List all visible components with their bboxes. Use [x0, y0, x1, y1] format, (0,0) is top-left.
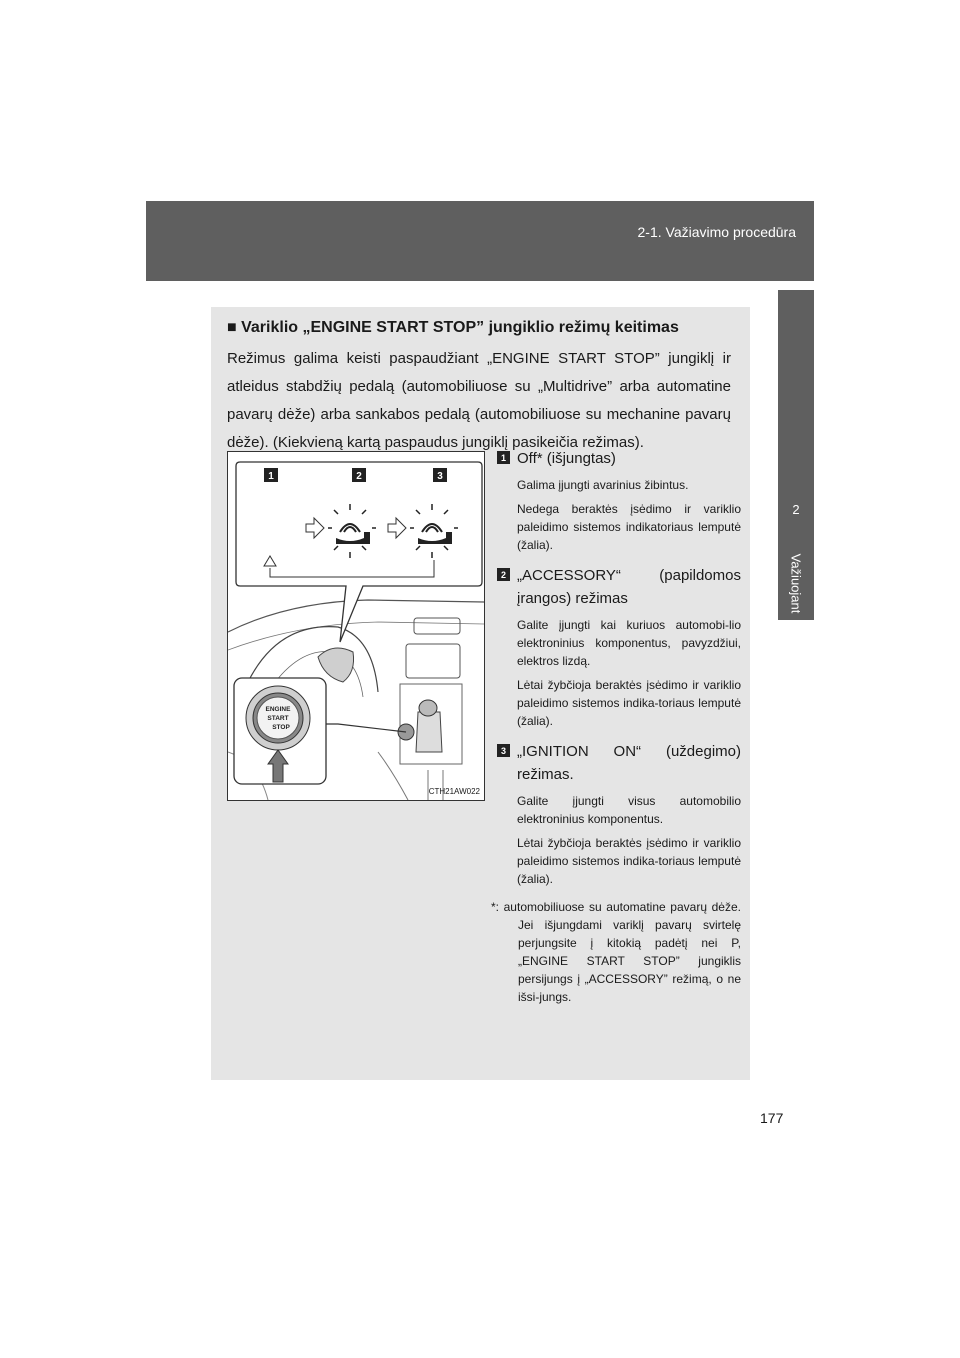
figure-code: CTH21AW022 — [428, 787, 480, 796]
footnote: *: automobiliuose su automatine pavarų dėže. Jei išjungdami variklį pavarų svirtelę perjungsite į kitokią padėtį nei P, „ENGINE START STOP” jungiklis persijungs į „ACCESSORY” režimą, o ne išsi-jungs. — [491, 900, 741, 1004]
chapter-label: Važiuojant — [788, 553, 804, 613]
mode-description: Galite įjungti visus automobilio elektroninius komponentus. — [517, 794, 741, 826]
mode-list — [491, 447, 741, 1006]
mode-title: Off* (išjungtas) — [517, 450, 616, 467]
button-text-start: START — [267, 715, 289, 722]
engine-switch-illustration — [227, 451, 485, 801]
mode-description: Nedega beraktės įsėdimo ir variklio paleidimo sistemos indikatoriaus lemputė (žalia). — [517, 502, 741, 552]
figure-label-1: 1 — [268, 471, 274, 482]
mode-item — [497, 740, 741, 888]
mode-item — [497, 564, 741, 730]
mode-number-badge: 2 — [497, 568, 510, 581]
mode-title: „IGNITION ON“ (uždegimo) režimas. — [517, 743, 741, 783]
chapter-side-tab — [778, 290, 814, 620]
mode-item — [497, 447, 741, 554]
button-text-stop: STOP — [272, 724, 290, 731]
chapter-number: 2 — [792, 502, 800, 517]
mode-number-badge: 3 — [497, 744, 510, 757]
mode-description: Galima įjungti avarinius žibintus. — [517, 478, 689, 492]
figure-label-2: 2 — [356, 471, 362, 482]
dashboard-drawing — [228, 452, 484, 800]
mode-description: Lėtai žybčioja beraktės įsėdimo ir variklio paleidimo sistemos indika-toriaus lemputė (žalia). — [517, 836, 741, 886]
section-intro: Režimus galima keisti paspaudžiant „ENGINE START STOP” jungiklį ir atleidus stabdžių pedalą (automobiliuose su „Multidrive” arba automatine pavarų dėže) arba sankabos pedalą (automobiliuose su mechanine pavarų dėže). (Kiekvieną kartą paspaudus jungiklį pasikeičia režimas). — [227, 350, 731, 451]
mode-title: „ACCESSORY“ (papildomos įrangos) režimas — [517, 567, 741, 607]
page-number: 177 — [760, 1110, 784, 1126]
button-text-engine: ENGINE — [265, 706, 291, 713]
info-panel — [211, 307, 750, 1080]
chapter-header-band — [146, 201, 814, 281]
section-title: ■ Variklio „ENGINE START STOP” jungiklio režimų keitimas — [227, 319, 679, 336]
mode-description: Lėtai žybčioja beraktės įsėdimo ir variklio paleidimo sistemos indika-toriaus lemputė (žalia). — [517, 678, 741, 728]
mode-description: Galite įjungti kai kuriuos automobi-lio elektroninius komponentus, pavyzdžiui, elektros lizdą. — [517, 618, 741, 668]
chapter-title: 2-1. Važiavimo procedūra — [637, 224, 796, 240]
figure-label-3: 3 — [437, 471, 443, 482]
mode-number-badge: 1 — [497, 451, 510, 464]
